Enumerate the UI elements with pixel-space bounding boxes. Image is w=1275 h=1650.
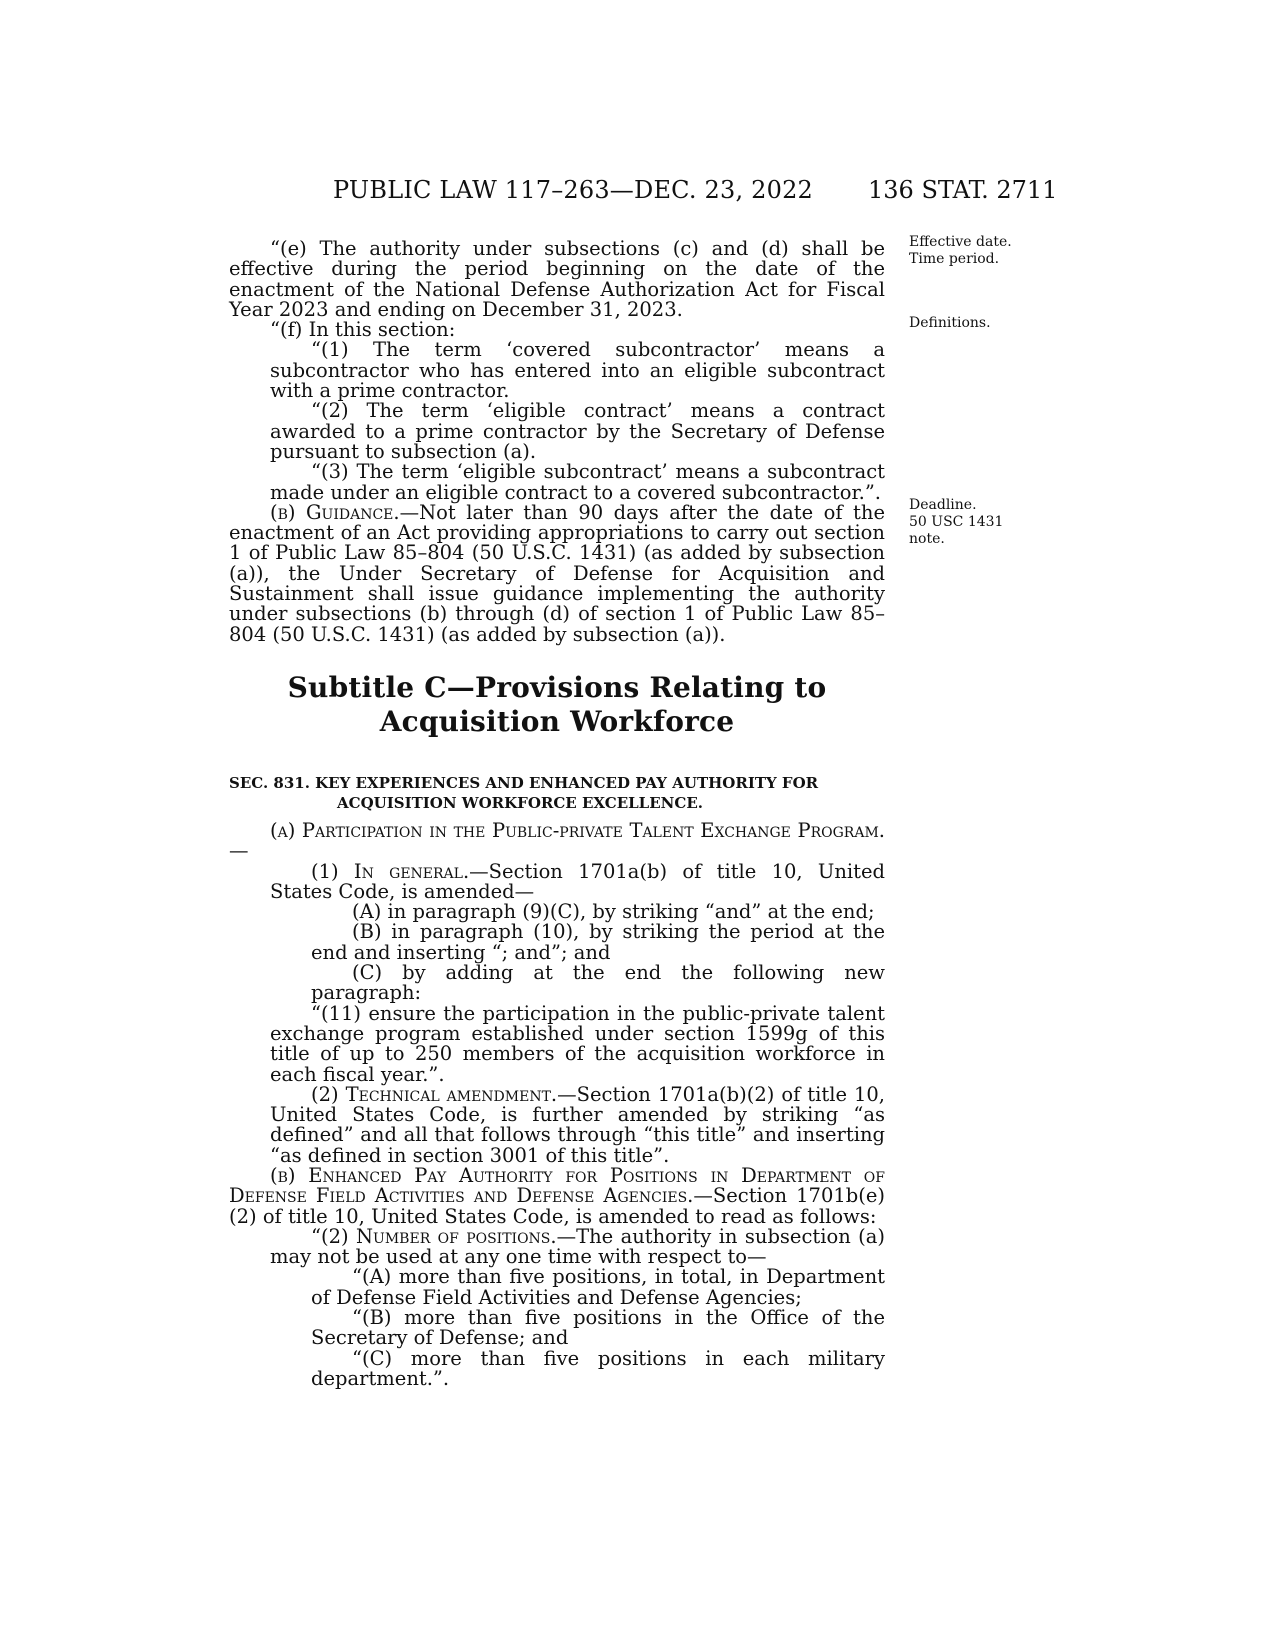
paragraph-f3: “(3) The term ‘eligible subcontract’ means a subcontract made under an eligible contract to a covered subcontractor.”. [270, 460, 885, 504]
section-heading-line-2: ACQUISITION WORKFORCE EXCELLENCE. [337, 793, 703, 812]
margin-note-line: note. [909, 531, 945, 547]
paragraph-e: “(e) The authority under subsections (c) and (d) shall be effective during the period beginning on the date of the enactment of the National Defense Authorization Act for Fiscal Year 2023 and ending on December 31, 2023. [229, 237, 885, 321]
paragraph-a1-11: “(11) ensure the participation in the public-private talent exchange program established under section 1599g of this title of up to 250 members of the acquisition workforce in each fiscal year.”. [270, 1001, 885, 1086]
paragraph-a1-label: (1) In general. [311, 859, 470, 883]
subsection-a-dash: — [229, 839, 249, 863]
paragraph-a1-text: —Section 1701a(b) of title 10, United States Code, is amended— [270, 859, 885, 903]
margin-note-effective-date [909, 234, 1012, 268]
section-heading-line-1: SEC. 831. KEY EXPERIENCES AND ENHANCED PAY AUTHORITY FOR [229, 773, 819, 792]
paragraph-f2: “(2) The term ‘eligible contract’ means a contract awarded to a prime contractor by the Secretary of Defense pursuant to subsection (a). [270, 399, 885, 463]
margin-note-line: Deadline. [909, 497, 977, 513]
subtitle-heading [229, 671, 885, 739]
margin-note-definitions [909, 315, 991, 332]
clause-a1B: (B) in paragraph (10), by striking the period at the end and inserting “; and”; and [311, 920, 885, 964]
margin-note-deadline [909, 497, 1003, 548]
subtitle-line-2: Acquisition Workforce [379, 704, 735, 738]
paragraph-b-guidance [229, 500, 885, 646]
paragraph-f1: “(1) The term ‘covered subcontractor’ means a subcontractor who has entered into an eligible subcontract with a prime contractor. [270, 338, 885, 403]
paragraph-b2-open: “(2) [311, 1224, 356, 1248]
section-heading [229, 773, 885, 813]
clause-bA: “(A) more than five positions, in total, in Department of Defense Field Activities and Defense Agencies; [311, 1265, 885, 1309]
clause-bB: “(B) more than five positions in the Office of the Secretary of Defense; and [311, 1306, 885, 1350]
paragraph-b2 [229, 1224, 885, 1269]
paragraph-a2 [229, 1082, 885, 1167]
paragraph-a2-label: (2) Technical amendment. [311, 1082, 558, 1106]
subsection-b-text: —Section 1701b(e)(2) of title 10, United States Code, is amended to read as follows: [229, 1184, 885, 1228]
margin-note-line: Effective date. [909, 234, 1012, 250]
paragraph-a1 [229, 859, 885, 903]
clause-a1A: (A) in paragraph (9)(C), by striking “and” at the end; [352, 900, 875, 924]
paragraph-b2-label: Number of positions. [355, 1224, 557, 1248]
clause-a1C: (C) by adding at the end the following new paragraph: [311, 961, 885, 1005]
margin-note-line: Definitions. [909, 315, 991, 331]
paragraph-f: “(f) In this section: [270, 318, 456, 342]
paragraph-a2-text: —Section 1701a(b)(2) of title 10, United States Code, is further amended by striking “as defined” and all that follows through “this title” and inserting “as defined in section 3001 of this title”. [270, 1082, 885, 1167]
margin-note-line: Time period. [909, 251, 1000, 267]
guidance-text: —Not later than 90 days after the date of the enactment of an Act providing appropriations to carry out section 1 of Public Law 85–804 (50 U.S.C. 1431) (as added by subsection (a)), the Under Secretary of Defense for Acquisition and Sustainment shall issue guidance implementing the authority under subsections (b) through (d) of section 1 of Public Law 85–804 (50 U.S.C. 1431) (as added by subsection (a)). [229, 500, 885, 646]
running-header-title: PUBLIC LAW 117–263—DEC. 23, 2022 [333, 176, 814, 204]
statute-body [229, 239, 885, 1389]
subsection-b [229, 1163, 885, 1228]
guidance-heading: (b) Guidance. [270, 500, 400, 524]
subtitle-line-1: Subtitle C—Provisions Relating to [287, 670, 827, 704]
subsection-a-label: (a) Participation in the Public-private Talent Exchange Program. [270, 818, 885, 842]
page-number: 136 STAT. 2711 [868, 176, 1058, 204]
clause-bC: “(C) more than five positions in each military department.”. [311, 1346, 885, 1390]
subsection-b-label: (b) Enhanced Pay Authority for Positions in Department of Defense Field Activities and Defense Agencies. [229, 1163, 885, 1208]
paragraph-b2-text: —The authority in subsection (a) may not be used at any one time with respect to— [270, 1224, 885, 1269]
margin-note-line: 50 USC 1431 [909, 514, 1004, 530]
subsection-a-heading [229, 818, 885, 863]
